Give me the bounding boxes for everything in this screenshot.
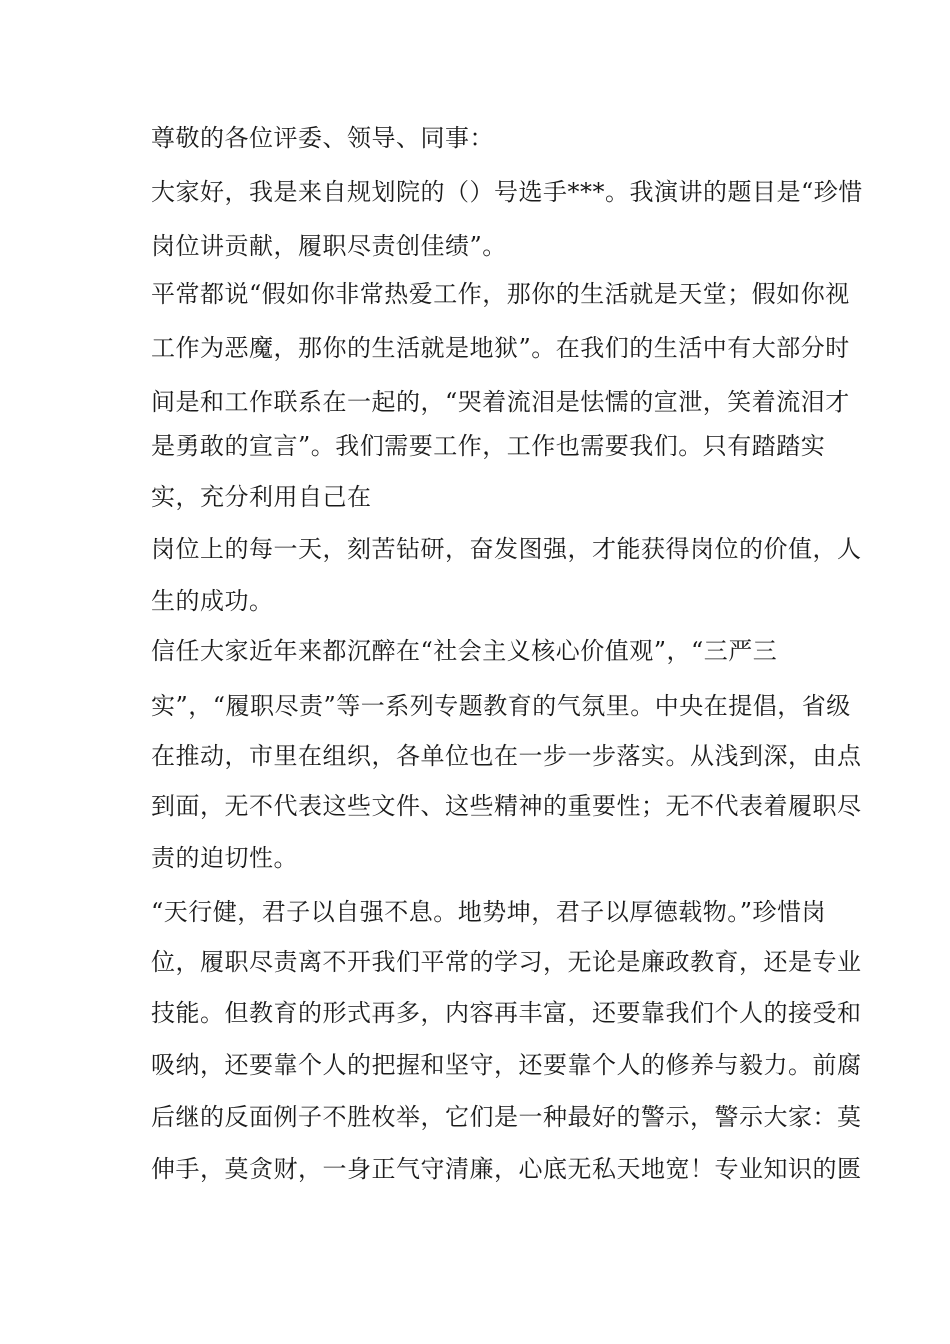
text-line: 伸手，莫贪财，一身正气守清廉，心底无私天地宽！专业知识的匮 [151, 1155, 862, 1183]
salutation-line: 尊敬的各位评委、领导、同事： [151, 124, 494, 152]
text-line: 生的成功。 [151, 587, 274, 615]
text-line: 后继的反面例子不胜枚举，它们是一种最好的警示，警示大家：莫 [151, 1103, 862, 1131]
text-line: 岗位讲贡献，履职尽责创佳绩”。 [151, 232, 507, 260]
text-line: 技能。但教育的形式再多，内容再丰富，还要靠我们个人的接受和 [151, 999, 862, 1027]
text-line: 信任大家近年来都沉醉在“社会主义核心价值观”，“三严三 [151, 637, 778, 665]
text-line: “天行健，君子以自强不息。地势坤，君子以厚德载物。”珍惜岗 [151, 898, 827, 926]
text-line: 大家好，我是来自规划院的（）号选手***。我演讲的题目是“珍惜 [151, 178, 863, 206]
text-line: 吸纳，还要靠个人的把握和坚守，还要靠个人的修养与毅力。前腐 [151, 1051, 862, 1079]
text-line: 工作为恶魔，那你的生活就是地狱”。在我们的生活中有大部分时 [151, 334, 850, 362]
text-line: 是勇敢的宣言”。我们需要工作，工作也需要我们。只有踏踏实 [151, 432, 826, 460]
text-line: 责的迫切性。 [151, 844, 298, 872]
text-line: 在推动，市里在组织，各单位也在一步一步落实。从浅到深，由点 [151, 742, 862, 770]
text-line: 到面，无不代表这些文件、这些精神的重要性；无不代表着履职尽 [151, 792, 862, 820]
text-line: 间是和工作联系在一起的，“哭着流泪是怯懦的宣泄，笑着流泪才 [151, 388, 850, 416]
text-line: 平常都说“假如你非常热爱工作，那你的生活就是天堂；假如你视 [151, 280, 850, 308]
text-line: 位，履职尽责离不开我们平常的学习，无论是廉政教育，还是专业 [151, 948, 862, 976]
text-line: 岗位上的每一天，刻苦钻研，奋发图强，才能获得岗位的价值，人 [151, 535, 862, 563]
text-line: 实”，“履职尽责”等一系列专题教育的气氛里。中央在提倡，省级 [151, 692, 851, 720]
text-line: 实，充分利用自己在 [151, 483, 372, 511]
